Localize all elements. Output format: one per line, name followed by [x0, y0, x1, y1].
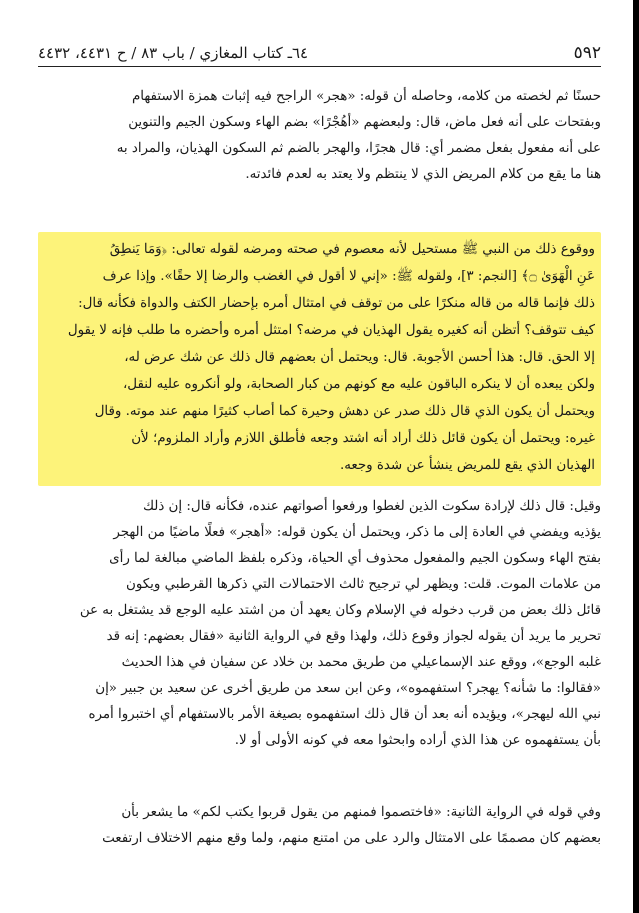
page-edge-bar [633, 0, 639, 913]
text-line: ويحتمل أن يكون الذي قال ذلك صدر عن دهش وحيرة كما أصاب كثيرًا منهم عند موته. وقال [94, 404, 595, 419]
text-line: يؤذيه ويفضي في العادة إلى ما ذكر، ويحتمل أن يكون قوله: «أهجر» فعلًا ماضيًا من الهجر [113, 525, 601, 540]
text-line: كيف تتوقف؟ أتظن أنه كغيره يقول الهذيان في مرضه؟ امتثل أمره وأحضره ما طلب فإنه لا يقول [67, 323, 595, 338]
text-line: من علامات الموت. قلت: ويظهر لي ترجيح ثالث الاحتمالات التي ذكرها القرطبي ويكون [126, 577, 601, 592]
text-line: «فقالوا: ما شأنه؟ يهجر؟ استفهموه»، وعن ابن سعد من طريق أخرى عن سعيد بن جبير «إن [95, 681, 601, 696]
text-line: تحرير ما يريد أن يقوله لجواز وقوع ذلك، ولهذا وقع في الرواية الثانية «فقال بعضهم: إنه قد [106, 629, 601, 644]
text-line: الهذيان الذي يقع للمريض ينشأ عن شدة وجعه. [339, 458, 595, 473]
highlighted-paragraph [46, 236, 595, 479]
text-line: على أنه مفعول بفعل مضمر أي: قال هجرًا، والهجر بالضم ثم السكون الهذيان، والمراد به [116, 141, 601, 156]
page-header [38, 36, 601, 67]
text-line: غلبه الوجع»، ووقع عند الإسماعيلي من طريق محمد بن خلاد عن سفيان في هذا الحديث [121, 655, 601, 670]
text-line: وفي قوله في الرواية الثانية: «فاختصموا فمنهم من يقول قربوا يكتب لكم» ما يشعر بأن [121, 805, 601, 820]
text-line: نبي الله ليهجر»، ويؤيده أنه بعد أن قال ذلك استفهموه بصيغة الأمر بالاستفهام أي اختبروا أمره [88, 707, 601, 722]
page-number: ٥٩٢ [573, 43, 601, 63]
text-line: بأن يستفهموه عن هذا الذي أراده وابحثوا معه في كونه الأولى أو لا. [234, 733, 601, 748]
paragraph-1 [38, 84, 601, 188]
text-line: هنا ما يقع من كلام المريض الذي لا ينتظم ولا يعتد به لعدم فائدته. [245, 167, 601, 182]
text-line: ولكن يبعده أن لا ينكره الباقون عليه مع كونهم من كبار الصحابة، ولو أنكروه عليه لنقل، [122, 377, 595, 392]
text-line: وقيل: قال ذلك لإرادة سكوت الذين لغطوا ورفعوا أصواتهم عنده، فكأنه قال: إن ذلك [142, 499, 601, 514]
text-line: قائل ذلك بعض من قرب دخوله في الإسلام وكان يعهد أن من اشتد عليه الوجع قد يشتغل به عن [79, 603, 601, 618]
paragraph-4 [38, 800, 601, 852]
text-line: وبفتحات على أنه فعل ماض، قال: ولبعضهم «أهُجْرًا» بضم الهاء وسكون الجيم والتنوين [128, 115, 601, 130]
text-line: ووقوع ذلك من النبي ﷺ مستحيل لأنه معصوم في صحته ومرضه لقوله تعالى: ﴿وَمَا يَنطِقُ [109, 242, 595, 257]
text-line: ذلك فإنما قاله من قاله منكرًا على من توقف في امتثال أمره بإحضار الكتف والدواة فكأنه قال: [78, 296, 595, 311]
text-line: غيره: ويحتمل أن يكون قائل ذلك أراد أنه اشتد وجعه فأطلق اللازم وأراد الملزوم؛ لأن [131, 431, 595, 446]
text-line: بعضهم كان مصممًا على الامتثال والرد على من امتنع منهم، ولما وقع منهم الاختلاف ارتفعت [102, 831, 601, 846]
text-line: إلا الحق. قال: هذا أحسن الأجوبة. قال: ويحتمل أن بعضهم قال ذلك عن شك عرض له، [124, 350, 595, 365]
paragraph-3 [38, 494, 601, 754]
running-title: ٦٤ـ كتاب المغازي / باب ٨٣ / ح ٤٤٣١، ٤٤٣٢ [38, 44, 309, 62]
text-line: عَنِ الْهَوَىٰ ۝﴾ [النجم: ٣]، ولقوله ﷺ: «إني لا أقول في الغضب والرضا إلا حقًا». وإذا عرف [102, 269, 595, 284]
text-line: حسنًا ثم لخصته من كلامه، وحاصله أن قوله: «هجر» الراجح فيه إثبات همزة الاستفهام [132, 89, 601, 104]
text-line: بفتح الهاء وسكون الجيم والمفعول محذوف أي الحياة، وذكره بلفظ الماضي مبالغة لما رأى [109, 551, 601, 566]
